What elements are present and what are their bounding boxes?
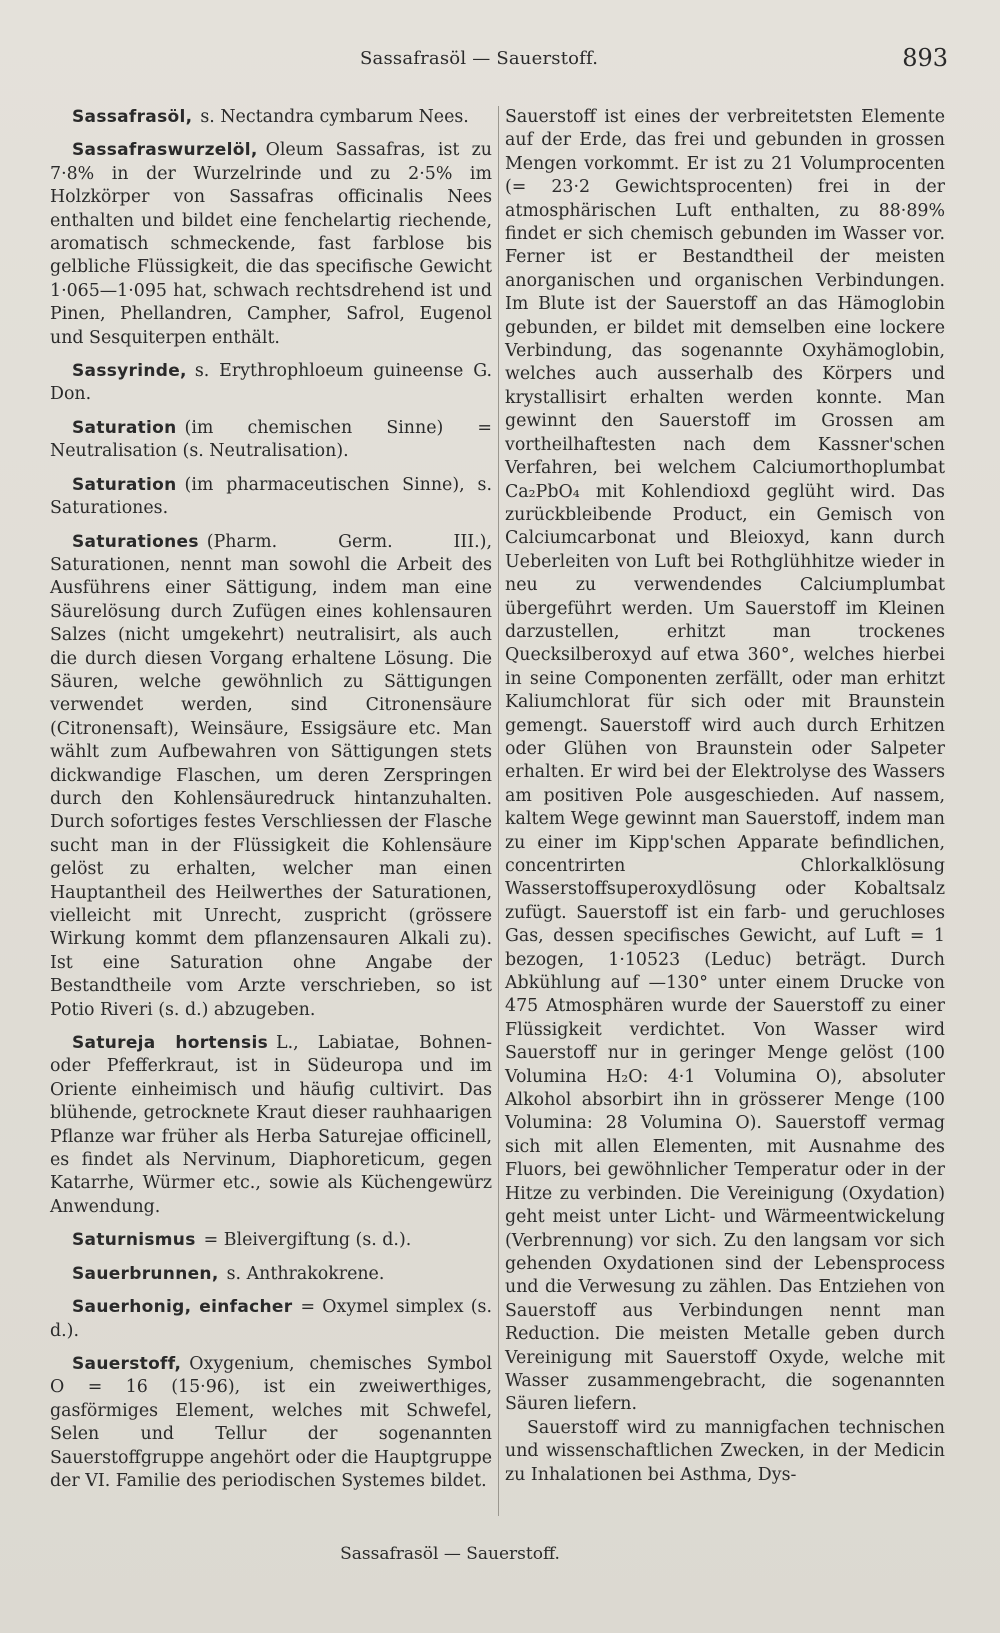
paragraph: Sauerstoff wird zu mannigfachen technischen und wissenschaftlichen Zwecken, in der Medicin zu Inhalationen bei Asthma, Dys- <box>505 1417 945 1485</box>
entry-text: s. Nectandra cymbarum Nees. <box>200 107 469 127</box>
entry-text: (Pharm. Germ. III.), Saturationen, nennt man sowohl die Arbeit des Ausführens einer Sättigung, indem man eine Säurelösung durch Zufügen eines kohlensauren Salzes (nicht umgekehrt) neutralisirt, als auch die durch diesen Vorgang erhaltene Lösung. Die Säuren, welche gewöhnlich zu Sättigungen verwendet werden, sind Citronensäure (Citronensaft), Weinsäure, Essigsäure etc. Man wählt zum Aufbewahren von Sättigungen stets dickwandige Flaschen, um deren Zerspringen durch den Kohlensäuredruck hintanzuhalten. Durch sofortiges festes Verschliessen der Flasche sucht man in der Flüssigkeit die Kohlensäure gelöst zu erhalten, welcher man einen Hauptantheil des Heilwerthes der Saturationen, vielleicht mit Unrecht, zuspricht (grössere Wirkung kommt dem pflanzensauren Alkali zu). Ist eine Saturation ohne Angabe der Bestandtheile vom Arzte verschrieben, so ist Potio Riveri (s. d.) abzugeben. <box>50 531 492 1020</box>
entry-text: s. Erythrophloeum guineense G. Don. <box>50 361 492 405</box>
right-column <box>505 106 945 1487</box>
entry-text: Oxygenium, chemisches Symbol O = 16 (15·96), ist ein zweiwerthiges, gasförmiges Element, welches mit Schwefel, Selen und Tellur der sogenannten Sauerstoffgruppe angehört oder die Hauptgruppe der VI. Familie des periodischen Systemes bildet. <box>50 1353 492 1491</box>
entry-text: = Oxymel simplex (s. d.). <box>50 1297 492 1341</box>
paragraph: Sauerstoff ist eines der verbreitetsten Elemente auf der Erde, das frei und gebunden in grossen Mengen vorkommt. Er ist zu 21 Volumprocenten (= 23·2 Gewichtsprocenten) frei in der atmosphärischen Luft enthalten, zu 88·89% findet er sich chemisch gebunden im Wasser vor. Ferner ist er Bestandtheil der meisten anorganischen und organischen Verbindungen. Im Blute ist der Sauerstoff an das Hämoglobin gebunden, er bildet mit demselben eine lockere Verbindung, das sogenannte Oxyhämoglobin, welches auch ausserhalb des Körpers und krystallisirt erhalten werden konnte. Man gewinnt den Sauerstoff im Grossen am vortheilhaftesten nach dem Kassner'schen Verfahren, bei welchem Calciumorthoplumbat Ca₂PbO₄ mit Kohlendioxd geglüht wird. Das zurückbleibende Product, ein Gemisch von Calciumcarbonat und Bleioxyd, kann durch Ueberleiten von Luft bei Rothglühhitze wieder in neu zu verwendendes Calciumplumbat übergeführt werden. Um Sauerstoff im Kleinen darzustellen, erhitzt man trockenes Quecksilberoxyd auf etwa 360°, welches hierbei in seine Componenten zerfällt, oder man erhitzt Kaliumchlorat für sich oder mit Braunstein gemengt. Sauerstoff wird auch durch Erhitzen oder Glühen von Braunstein oder Salpeter erhalten. Er wird bei der Elektrolyse des Wassers am positiven Pole ausgeschieden. Auf nassem, kaltem Wege gewinnt man Sauerstoff, indem man zu einer im Kipp'schen Apparate befindlichen, concentrirten Chlorkalklösung Wasserstoffsuperoxydlösung oder Kobaltsalz zufügt. Sauerstoff ist ein farb- und geruchloses Gas, dessen specifisches Gewicht, auf Luft = 1 bezogen, 1·10523 (Leduc) beträgt. Durch Abkühlung auf —130° unter einem Drucke von 475 Atmosphären wurde der Sauerstoff zu einer Flüssigkeit verdichtet. Von Wasser wird Sauerstoff nur in geringer Menge gelöst (100 Volumina H₂O: 4·1 Volumina O), absoluter Alkohol absorbirt ihn in grösserer Menge (100 Volumina: 28 Volumina O). Sauerstoff vermag sich mit allen Elementen, mit Ausnahme des Fluors, bei gewöhnlicher Temperatur oder in der Hitze zu verbinden. Die Vereinigung (Oxydation) geht meist unter Licht- und Wärmeentwickelung (Verbrennung) vor sich. Zu den langsam vor sich gehenden Oxydationen sind der Lebensprocess und die Verwesung zu zählen. Das Entziehen von Sauerstoff aus Verbindungen nennt man Reduction. Die meisten Metalle geben durch Vereinigung mit Sauerstoff Oxyde, welche mit Wasser zusammengebracht, die sogenannten Säuren liefern. <box>505 107 945 1415</box>
entry <box>50 417 492 464</box>
entry <box>50 1353 492 1493</box>
page-footer: Sassafrasöl — Sauerstoff. <box>340 1544 560 1564</box>
entry-headword: Saturation <box>72 417 177 438</box>
entry-headword: Saturation <box>72 474 177 495</box>
entry <box>50 1263 492 1286</box>
entry-headword: Sauerbrunnen, <box>72 1263 219 1284</box>
entry <box>50 531 492 1023</box>
entry-text: Oleum Sassafras, ist zu 7·8% in der Wurzelrinde und zu 2·5% im Holzkörper von Sassafras officinalis Nees enthalten und bildet eine fenchelartig riechende, aromatisch schmeckende, fast farblose bis gelbliche Flüssigkeit, die das specifische Gewicht 1·065—1·095 hat, schwach rechtsdrehend ist und Pinen, Phellandren, Campher, Safrol, Eugenol und Sesquiterpen enthält. <box>50 140 492 348</box>
entry <box>50 1296 492 1343</box>
entry-headword: Sassafrasöl, <box>72 107 193 127</box>
entry-headword: Sassyrinde, <box>72 361 187 382</box>
entry-headword: Saturationes <box>72 531 199 552</box>
entry-headword: Sauerhonig, einfacher <box>72 1297 293 1318</box>
entry-headword: Sassafraswurzelöl, <box>72 140 258 161</box>
entry-text: (im chemischen Sinne) = Neutralisation (s. Neutralisation). <box>50 417 492 462</box>
entry-text: L., Labiatae, Bohnen- oder Pfefferkraut, ist in Südeuropa und im Oriente einheimisch und häufig cultivirt. Das blühende, getrocknete Kraut dieser rauhhaarigen Pflanze war früher als Herba Saturejae officinell, es findet als Nervinum, Diaphoreticum, gegen Katarrhe, Würmer etc., sowie als Küchengewürz Anwendung. <box>50 1033 492 1217</box>
entry <box>50 106 492 129</box>
entry-text: = Bleivergiftung (s. d.). <box>203 1230 412 1251</box>
entry <box>50 1229 492 1252</box>
page-header <box>0 44 1000 80</box>
entry <box>50 474 492 521</box>
entry <box>50 139 492 350</box>
page-number: 893 <box>902 44 948 72</box>
entry-headword: Saturnismus <box>72 1230 196 1251</box>
running-head: Sassafrasöl — Sauerstoff. <box>360 48 599 69</box>
entry-headword: Sauerstoff, <box>72 1353 182 1374</box>
column-divider <box>498 106 499 1516</box>
entry-text: (im pharmaceutischen Sinne), s. Saturationes. <box>50 474 492 519</box>
entry-text: s. Anthrakokrene. <box>226 1263 385 1284</box>
entry <box>50 360 492 407</box>
entry <box>50 1032 492 1219</box>
entry-headword: Satureja hortensis <box>72 1033 269 1054</box>
left-column <box>50 106 492 1503</box>
